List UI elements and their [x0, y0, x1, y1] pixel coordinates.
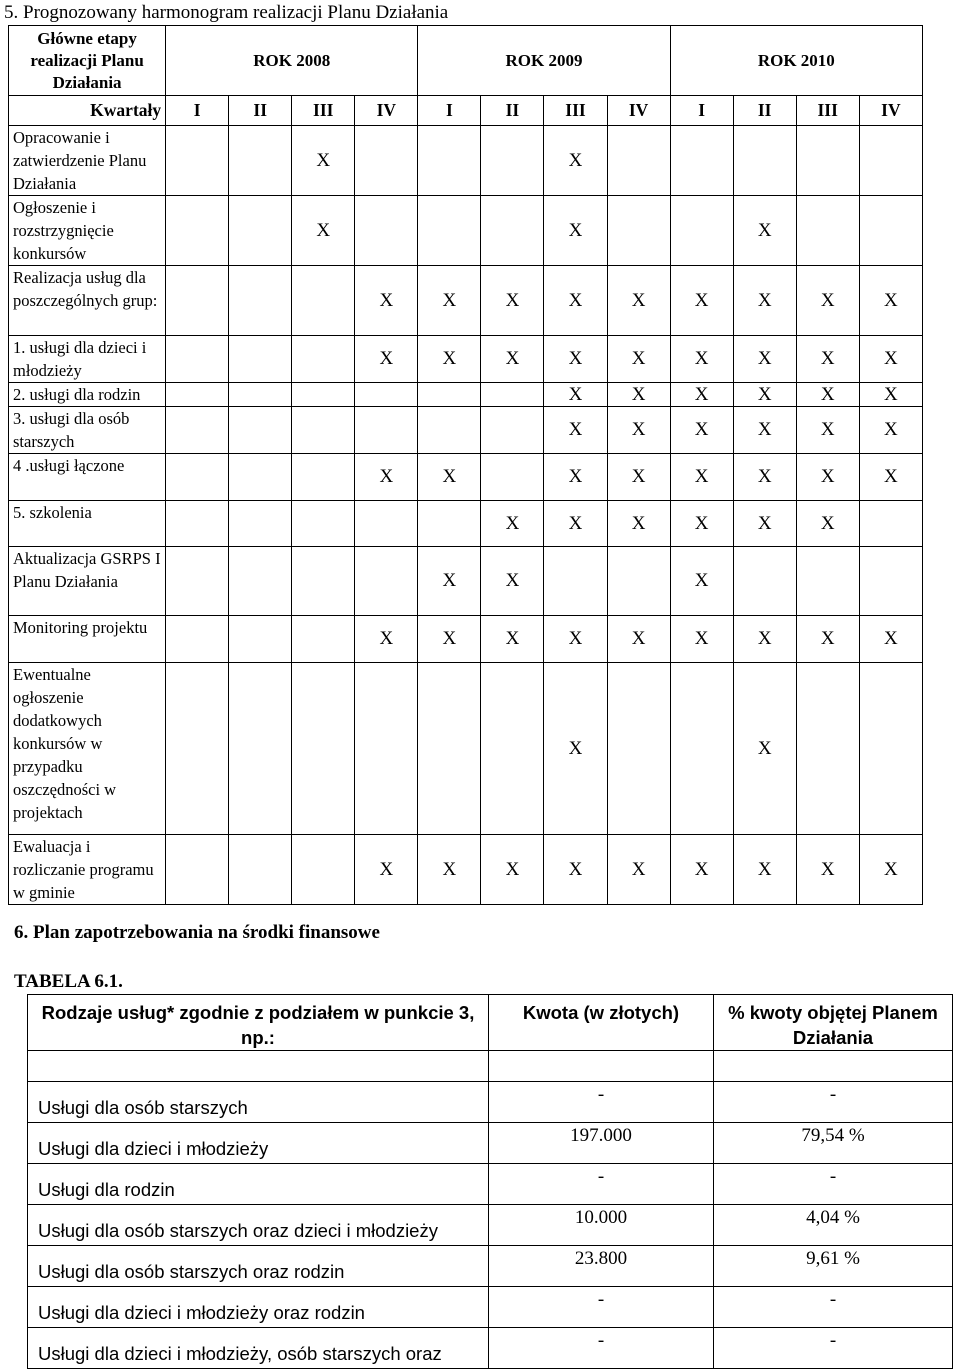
schedule-mark: [733, 126, 796, 196]
spacer-cell: [489, 1051, 714, 1082]
schedule-mark: [166, 407, 229, 454]
schedule-mark: [418, 501, 481, 547]
finance-row-label: Usługi dla dzieci i młodzieży: [28, 1123, 489, 1164]
finance-row-amount: 197.000: [489, 1123, 714, 1164]
finance-row-percent: 9,61 %: [714, 1246, 953, 1287]
schedule-row: [9, 547, 923, 616]
schedule-mark: [166, 336, 229, 383]
schedule-mark: [292, 266, 355, 336]
schedule-mark: X: [796, 616, 859, 663]
schedule-mark: X: [544, 336, 607, 383]
quarter-header: IV: [859, 96, 922, 126]
schedule-mark: [859, 547, 922, 616]
schedule-mark: X: [544, 383, 607, 407]
schedule-mark: X: [670, 407, 733, 454]
quarter-header: IV: [607, 96, 670, 126]
finance-row-label: Usługi dla osób starszych oraz dzieci i młodzieży: [28, 1205, 489, 1246]
schedule-mark: X: [670, 454, 733, 501]
schedule-mark: X: [670, 616, 733, 663]
schedule-mark: [292, 501, 355, 547]
schedule-row: [9, 501, 923, 547]
schedule-mark: X: [670, 336, 733, 383]
schedule-mark: X: [607, 266, 670, 336]
schedule-mark: X: [292, 196, 355, 266]
schedule-mark: [229, 126, 292, 196]
schedule-mark: X: [481, 336, 544, 383]
section-5-title: 5. Prognozowany harmonogram realizacji Planu Działania: [4, 2, 449, 23]
schedule-mark: [481, 126, 544, 196]
schedule-row-label: 4 .usługi łączone: [9, 454, 166, 501]
schedule-mark: [292, 547, 355, 616]
schedule-mark: X: [355, 336, 418, 383]
schedule-mark: X: [544, 126, 607, 196]
schedule-mark: [166, 616, 229, 663]
schedule-mark: X: [859, 616, 922, 663]
schedule-mark: X: [355, 616, 418, 663]
schedule-mark: X: [859, 336, 922, 383]
schedule-mark: X: [859, 266, 922, 336]
schedule-mark: [229, 501, 292, 547]
schedule-mark: X: [796, 835, 859, 905]
finance-row: [28, 1328, 953, 1369]
schedule-row-label: 3. usługi dla osób starszych: [9, 407, 166, 454]
schedule-mark: [481, 454, 544, 501]
schedule-mark: [229, 547, 292, 616]
finance-table: [27, 994, 953, 1369]
schedule-mark: [796, 547, 859, 616]
schedule-mark: [859, 196, 922, 266]
finance-row: [28, 1287, 953, 1328]
header-year-2010: ROK 2010: [670, 26, 922, 96]
header-year-2009: ROK 2009: [418, 26, 670, 96]
finance-spacer-row: [28, 1051, 953, 1082]
schedule-mark: X: [733, 835, 796, 905]
schedule-mark: X: [859, 454, 922, 501]
schedule-mark: X: [481, 266, 544, 336]
schedule-mark: X: [796, 336, 859, 383]
quarter-header: IV: [355, 96, 418, 126]
schedule-mark: [607, 126, 670, 196]
schedule-mark: [355, 407, 418, 454]
finance-row: [28, 1205, 953, 1246]
schedule-mark: X: [733, 501, 796, 547]
finance-row: [28, 1082, 953, 1123]
schedule-mark: [859, 501, 922, 547]
schedule-mark: X: [859, 383, 922, 407]
schedule-row-label: Opracowanie i zatwierdzenie Planu Działania: [9, 126, 166, 196]
schedule-mark: X: [859, 835, 922, 905]
spacer-cell: [714, 1051, 953, 1082]
schedule-mark: X: [733, 336, 796, 383]
schedule-mark: X: [355, 454, 418, 501]
schedule-mark: [166, 835, 229, 905]
schedule-row: [9, 126, 923, 196]
finance-header-row: [28, 995, 953, 1051]
schedule-mark: X: [481, 501, 544, 547]
table-6-1-title: TABELA 6.1.: [14, 971, 123, 992]
schedule-mark: [229, 383, 292, 407]
schedule-row-label: Ogłoszenie i rozstrzygnięcie konkursów: [9, 196, 166, 266]
finance-row-amount: -: [489, 1082, 714, 1123]
schedule-mark: [292, 383, 355, 407]
schedule-mark: [229, 196, 292, 266]
schedule-mark: [796, 196, 859, 266]
quarter-header: III: [796, 96, 859, 126]
schedule-mark: X: [670, 266, 733, 336]
schedule-mark: [481, 407, 544, 454]
finance-row-percent: -: [714, 1082, 953, 1123]
quarter-header: I: [418, 96, 481, 126]
schedule-row-label: Realizacja usług dla poszczególnych grup:: [9, 266, 166, 336]
schedule-mark: [796, 126, 859, 196]
schedule-mark: X: [733, 407, 796, 454]
schedule-mark: X: [544, 501, 607, 547]
schedule-mark: [355, 126, 418, 196]
schedule-mark: X: [418, 616, 481, 663]
quarter-header: II: [481, 96, 544, 126]
quarter-header: II: [229, 96, 292, 126]
schedule-mark: X: [418, 336, 481, 383]
schedule-mark: X: [544, 835, 607, 905]
schedule-mark: X: [733, 616, 796, 663]
schedule-mark: X: [733, 454, 796, 501]
schedule-mark: [229, 266, 292, 336]
finance-row: [28, 1164, 953, 1205]
schedule-mark: [166, 547, 229, 616]
schedule-mark: [166, 126, 229, 196]
schedule-row: [9, 383, 923, 407]
schedule-row: [9, 266, 923, 336]
schedule-row-label: Ewentualne ogłoszenie dodatkowych konkursów w przypadku oszczędności w projektach: [9, 663, 166, 835]
schedule-mark: X: [670, 547, 733, 616]
schedule-mark: X: [607, 383, 670, 407]
schedule-mark: [292, 336, 355, 383]
schedule-mark: [229, 454, 292, 501]
schedule-mark: [229, 663, 292, 835]
finance-row-label: Usługi dla dzieci i młodzieży, osób starszych oraz: [28, 1328, 489, 1369]
schedule-row-label: 5. szkolenia: [9, 501, 166, 547]
schedule-row-label: Ewaluacja i rozliczanie programu w gminie: [9, 835, 166, 905]
finance-row-label: Usługi dla rodzin: [28, 1164, 489, 1205]
schedule-mark: X: [607, 407, 670, 454]
schedule-mark: [292, 616, 355, 663]
schedule-mark: [229, 616, 292, 663]
schedule-mark: [292, 407, 355, 454]
schedule-mark: X: [481, 616, 544, 663]
schedule-mark: X: [796, 383, 859, 407]
schedule-mark: [355, 196, 418, 266]
schedule-mark: X: [292, 126, 355, 196]
schedule-mark: X: [733, 196, 796, 266]
schedule-row-label: Monitoring projektu: [9, 616, 166, 663]
schedule-row-label: 2. usługi dla rodzin: [9, 383, 166, 407]
spacer-cell: [28, 1051, 489, 1082]
finance-header-percent: % kwoty objętej Planem Działania: [714, 995, 953, 1051]
schedule-mark: X: [418, 835, 481, 905]
schedule-mark: [292, 835, 355, 905]
schedule-row-label: Aktualizacja GSRPS I Planu Działania: [9, 547, 166, 616]
schedule-mark: [229, 336, 292, 383]
schedule-row: [9, 616, 923, 663]
schedule-mark: [544, 547, 607, 616]
schedule-mark: X: [418, 547, 481, 616]
schedule-mark: X: [544, 407, 607, 454]
schedule-mark: [607, 547, 670, 616]
schedule-mark: X: [733, 663, 796, 835]
quarters-label: Kwartały: [9, 96, 166, 126]
schedule-mark: X: [607, 616, 670, 663]
schedule-mark: [607, 663, 670, 835]
schedule-mark: [166, 501, 229, 547]
schedule-row: [9, 454, 923, 501]
schedule-mark: [229, 407, 292, 454]
schedule-mark: [166, 266, 229, 336]
finance-row-amount: 23.800: [489, 1246, 714, 1287]
schedule-mark: [670, 196, 733, 266]
finance-row-percent: -: [714, 1287, 953, 1328]
schedule-mark: [292, 663, 355, 835]
header-year-2008: ROK 2008: [166, 26, 418, 96]
finance-row-amount: -: [489, 1164, 714, 1205]
quarter-header: III: [292, 96, 355, 126]
schedule-mark: X: [481, 547, 544, 616]
finance-row-label: Usługi dla osób starszych oraz rodzin: [28, 1246, 489, 1287]
schedule-row: [9, 336, 923, 383]
section-6-title: 6. Plan zapotrzebowania na środki finansowe: [14, 922, 380, 943]
schedule-mark: X: [796, 501, 859, 547]
schedule-mark: X: [796, 407, 859, 454]
schedule-mark: [418, 383, 481, 407]
quarters-row: [9, 96, 923, 126]
schedule-mark: [166, 454, 229, 501]
schedule-mark: X: [481, 835, 544, 905]
schedule-mark: [481, 196, 544, 266]
schedule-mark: X: [418, 266, 481, 336]
schedule-mark: [355, 547, 418, 616]
schedule-mark: X: [733, 383, 796, 407]
finance-row-percent: -: [714, 1328, 953, 1369]
finance-header-amount: Kwota (w złotych): [489, 995, 714, 1051]
schedule-mark: X: [607, 454, 670, 501]
schedule-mark: X: [544, 663, 607, 835]
schedule-mark: X: [859, 407, 922, 454]
finance-row-label: Usługi dla osób starszych: [28, 1082, 489, 1123]
schedule-mark: [166, 663, 229, 835]
finance-row: [28, 1246, 953, 1287]
schedule-mark: X: [355, 266, 418, 336]
schedule-mark: X: [544, 266, 607, 336]
schedule-mark: [859, 126, 922, 196]
quarter-header: II: [733, 96, 796, 126]
schedule-mark: X: [607, 336, 670, 383]
schedule-table: [8, 25, 923, 905]
finance-row-amount: -: [489, 1287, 714, 1328]
schedule-mark: [355, 663, 418, 835]
schedule-mark: [670, 126, 733, 196]
schedule-mark: [166, 383, 229, 407]
header-stage: Główne etapy realizacji Planu Działania: [9, 26, 166, 96]
quarter-header: III: [544, 96, 607, 126]
quarter-header: I: [166, 96, 229, 126]
schedule-mark: [355, 501, 418, 547]
schedule-mark: [481, 383, 544, 407]
schedule-mark: X: [607, 501, 670, 547]
schedule-mark: [418, 663, 481, 835]
schedule-mark: [733, 547, 796, 616]
schedule-mark: X: [670, 835, 733, 905]
finance-row-amount: -: [489, 1328, 714, 1369]
quarter-header: I: [670, 96, 733, 126]
schedule-mark: [670, 663, 733, 835]
schedule-mark: X: [544, 454, 607, 501]
schedule-row-label: 1. usługi dla dzieci i młodzieży: [9, 336, 166, 383]
schedule-row: [9, 196, 923, 266]
schedule-mark: X: [544, 196, 607, 266]
finance-row-label: Usługi dla dzieci i młodzieży oraz rodzin: [28, 1287, 489, 1328]
schedule-mark: [481, 663, 544, 835]
schedule-mark: X: [607, 835, 670, 905]
schedule-mark: [418, 407, 481, 454]
schedule-mark: [355, 383, 418, 407]
schedule-mark: X: [733, 266, 796, 336]
schedule-mark: [166, 196, 229, 266]
finance-row: [28, 1123, 953, 1164]
schedule-mark: [292, 454, 355, 501]
schedule-row: [9, 835, 923, 905]
schedule-mark: [229, 835, 292, 905]
schedule-mark: [859, 663, 922, 835]
schedule-header-row: [9, 26, 923, 96]
schedule-mark: [418, 196, 481, 266]
schedule-mark: X: [670, 383, 733, 407]
schedule-row: [9, 663, 923, 835]
finance-row-percent: -: [714, 1164, 953, 1205]
schedule-mark: [796, 663, 859, 835]
finance-row-percent: 79,54 %: [714, 1123, 953, 1164]
schedule-mark: X: [418, 454, 481, 501]
finance-header-type: Rodzaje usług* zgodnie z podziałem w punkcie 3, np.:: [28, 995, 489, 1051]
schedule-row: [9, 407, 923, 454]
schedule-mark: [418, 126, 481, 196]
finance-row-amount: 10.000: [489, 1205, 714, 1246]
schedule-mark: X: [670, 501, 733, 547]
schedule-mark: X: [796, 454, 859, 501]
finance-row-percent: 4,04 %: [714, 1205, 953, 1246]
schedule-mark: X: [796, 266, 859, 336]
schedule-mark: X: [355, 835, 418, 905]
schedule-mark: X: [544, 616, 607, 663]
schedule-mark: [607, 196, 670, 266]
